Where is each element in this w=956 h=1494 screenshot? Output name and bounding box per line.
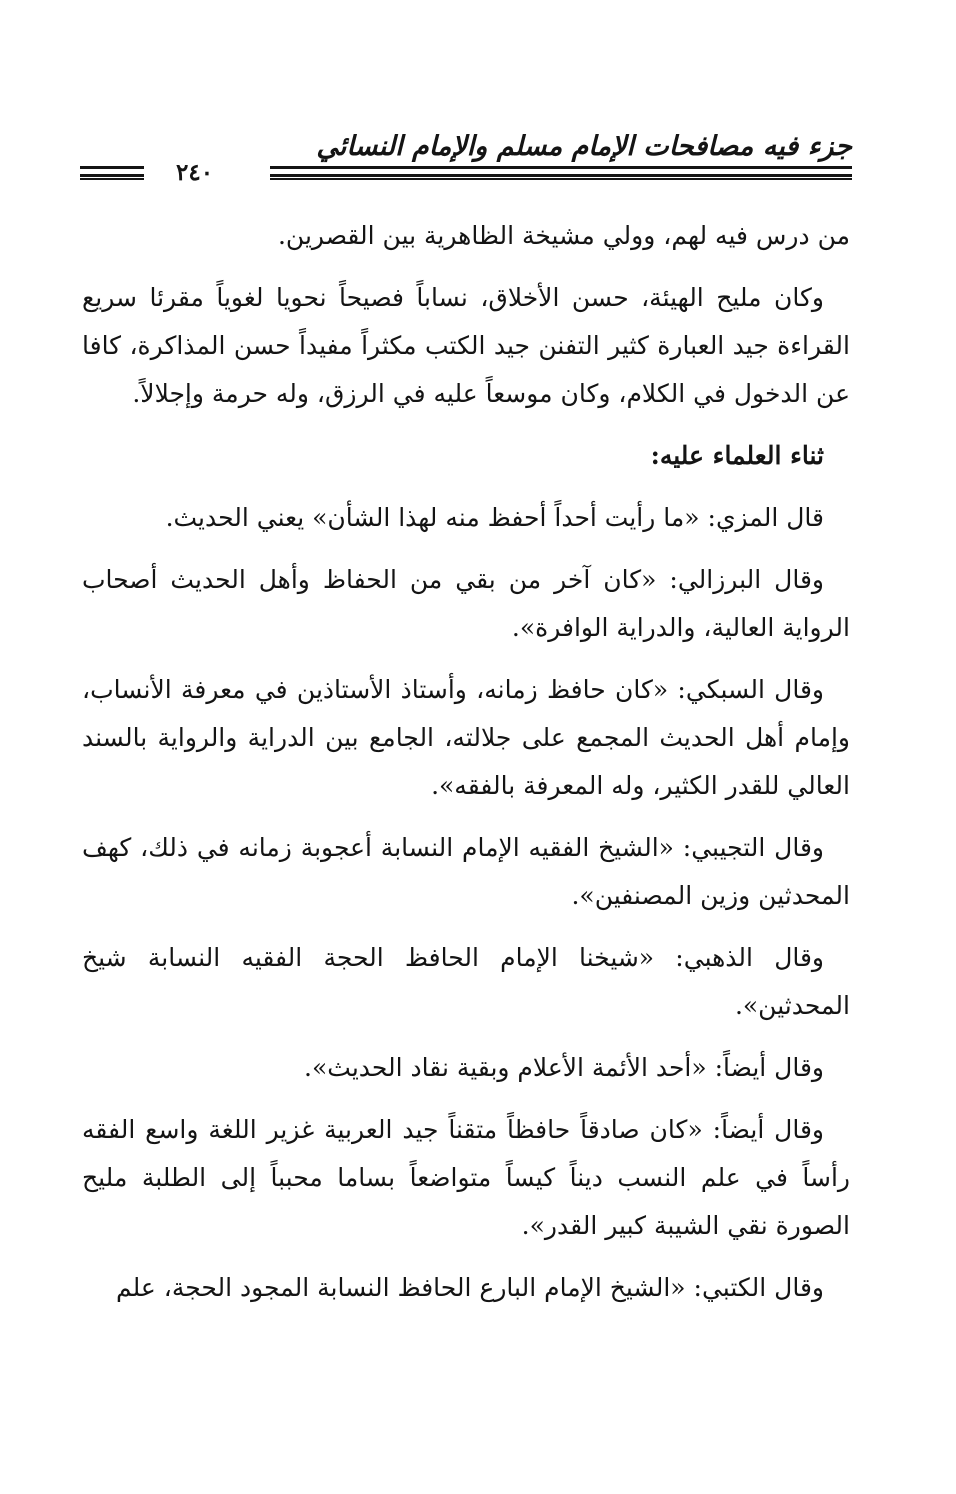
paragraph-quote-birzali: وقال البرزالي: «كان آخر من بقي من الحفاظ وأهل الحديث أصحاب الرواية العالية، والدراية الوافرة». xyxy=(82,565,850,642)
page-header xyxy=(80,128,852,188)
running-title: جزء فيه مصافحات الإمام مسلم والإمام النسائي xyxy=(316,131,852,162)
page-number: ٢٤٠ xyxy=(176,159,214,186)
paragraph-quote-kutubi: وقال الكتبي: «الشيخ الإمام البارع الحافظ النسابة المجود الحجة، علم xyxy=(115,1273,824,1302)
paragraph-quote-dhahabi-2: وقال أيضاً: «أحد الأئمة الأعلام وبقية نقاد الحديث». xyxy=(304,1053,824,1082)
header-rule-long-inner xyxy=(270,178,852,180)
header-rule-long xyxy=(270,166,852,177)
paragraph-quote-dhahabi-3: وقال أيضاً: «كان صادقاً حافظاً متقناً جيد العربية غزير اللغة واسع الفقه رأساً في علم النسب ديناً كيساً متواضعاً بساما محبباً إلى الطلبة مليح الصورة نقي الشيبة كبير القدر». xyxy=(82,1115,850,1240)
body-text xyxy=(82,212,850,1326)
paragraph-quote-tujibi: وقال التجيبي: «الشيخ الفقيه الإمام النسابة أعجوبة زمانه في ذلك، كهف المحدثين وزين المصنفين». xyxy=(82,833,850,910)
paragraph-quote-dhahabi: وقال الذهبي: «شيخنا الإمام الحافظ الحجة الفقيه النسابة شيخ المحدثين». xyxy=(82,943,850,1020)
header-rule-short xyxy=(80,166,144,177)
section-heading: ثناء العلماء عليه: xyxy=(650,441,824,470)
paragraph-quote-subki: وقال السبكي: «كان حافظ زمانه، وأستاذ الأستاذين في معرفة الأنساب، وإمام أهل الحديث المجمع على جلالته، الجامع بين الدراية والرواية بالسند العالي للقدر الكثير، وله المعرفة بالفقه». xyxy=(82,675,850,800)
header-rule-short-inner xyxy=(80,178,144,180)
paragraph-continuation: من درس فيه لهم، وولي مشيخة الظاهرية بين القصرين. xyxy=(277,221,850,250)
paragraph-quote-mizzi: قال المزي: «ما رأيت أحداً أحفظ منه لهذا الشأن» يعني الحديث. xyxy=(165,503,824,532)
paragraph-description: وكان مليح الهيئة، حسن الأخلاق، نساباً فصيحاً نحويا لغوياً مقرئا سريع القراءة جيد العبارة كثير التفنن جيد الكتب مكثراً مفيداً حسن المذاكرة، كافا عن الدخول في الكلام، وكان موسعاً عليه في الرزق، وله حرمة وإجلالاً. xyxy=(82,283,850,408)
